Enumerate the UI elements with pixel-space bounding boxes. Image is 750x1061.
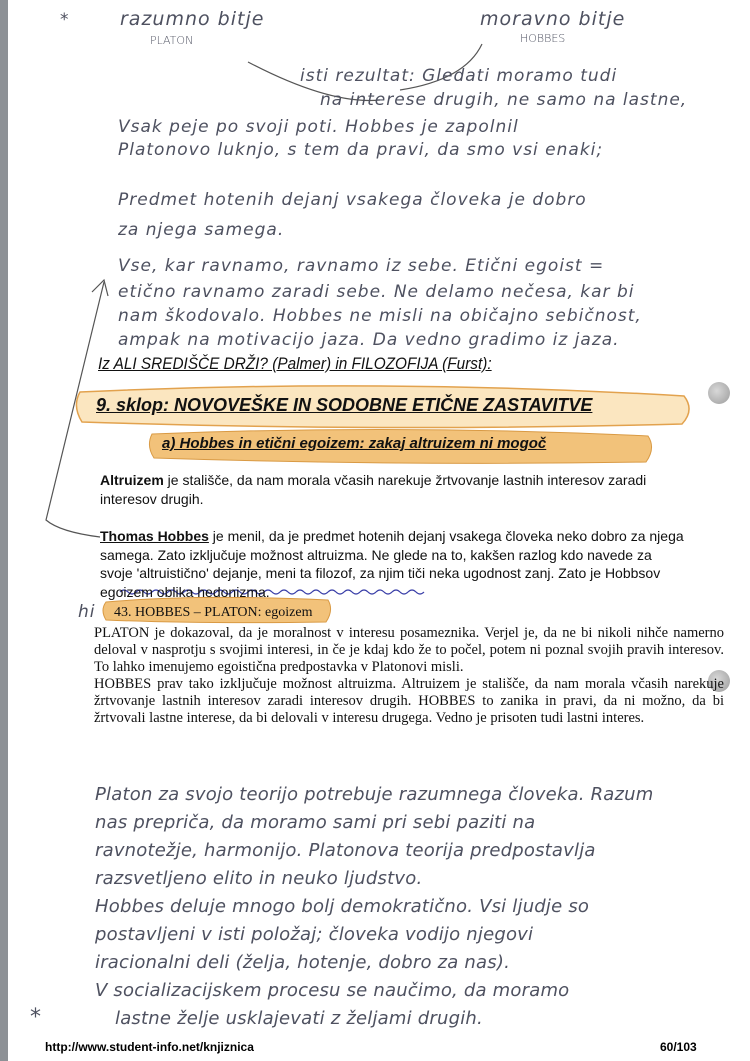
section-title: 9. sklop: NOVOVEŠKE IN SODOBNE ETIČNE ZASTAVITVE [96, 395, 593, 415]
note-line: nam škodovalo. Hobbes ne misli na običajno sebičnost, [118, 306, 642, 326]
left-note-title: razumno bitje [120, 8, 265, 30]
term: Thomas Hobbes [100, 528, 209, 544]
note-line: za njega samega. [118, 220, 285, 240]
star-mark: * [30, 1005, 42, 1030]
note-line: iracionalni deli (želja, hotenje, dobro za nas). [95, 952, 510, 973]
note-line: isti rezultat: Gledati moramo tudi [300, 66, 618, 86]
margin-note: hi [78, 602, 96, 622]
source-heading: Iz ALI SREDIŠČE DRŽI? (Palmer) in FILOZOFIJA (Furst): [98, 355, 492, 373]
note-line: na interese drugih, ne samo na lastne, [320, 90, 688, 110]
note-line: ravnotežje, harmonijo. Platonova teorija predpostavlja [95, 840, 596, 861]
term: Altruizem [100, 472, 164, 488]
note-line: Platonovo luknjo, s tem da pravi, da smo vsi enaki; [118, 140, 604, 160]
right-note-sub: HOBBES [520, 32, 566, 45]
subsection-title: a) Hobbes in etični egoizem: zakaj altruizem ni mogoč [162, 435, 547, 452]
page-number: 60/103 [660, 1040, 697, 1054]
note-line: Predmet hotenih dejanj vsakega človeka je dobro [118, 190, 587, 210]
note-line: ampak na motivacijo jaza. Da vedno gradimo iz jaza. [118, 330, 620, 350]
paragraph-text: je menil, da je predmet hotenih dejanj vsakega človeka neko dobro za njega samega. Zato izključuje možnost altruizma. Ne glede na to, kakšen razlog kdo navede za svoje 'altruistično' dejanje, meni ta filozof, za njim tiči neka ugodnost zanj. [100, 528, 684, 581]
star-mark: * [60, 10, 70, 30]
note-line: lastne želje usklajevati z željami drugih. [115, 1008, 483, 1029]
footer-url[interactable]: http://www.student-info.net/knjiznica [45, 1040, 254, 1054]
altruism-paragraph [100, 471, 680, 508]
underlined-sentence: Zato je Hobbsov egoizem oblika hedonizma. [100, 565, 661, 600]
note-line: nas prepriča, da moramo sami pri sebi paziti na [95, 812, 536, 833]
note-line: Platon za svojo teorijo potrebuje razumnega človeka. Razum [95, 784, 654, 805]
note-line: Hobbes deluje mnogo bolj demokratično. Vsi ljudje so [95, 896, 590, 917]
note-line: V socializacijskem procesu se naučimo, da moramo [95, 980, 570, 1001]
box43-title: 43. HOBBES – PLATON: egoizem [114, 605, 313, 620]
note-line: Vse, kar ravnamo, ravnamo iz sebe. Etični egoist = [118, 256, 605, 276]
note-line: postavljeni v isti položaj; človeka vodijo njegovi [95, 924, 534, 945]
right-note-title: moravno bitje [480, 8, 626, 30]
note-line: etično ravnamo zaradi sebe. Ne delamo nečesa, kar bi [118, 282, 635, 302]
left-note-sub: PLATON [150, 34, 194, 47]
paragraph-text: je stališče, da nam morala včasih narekuje žrtvovanje lastnih interesov zaradi interesov drugih. [100, 472, 647, 507]
platon-paragraph: PLATON je dokazoval, da je moralnost v interesu posameznika. Verjel je, da ne bi nikoli nihče namerno deloval v nasprotju s svojimi interesi, in če je kdaj kdo že to počel, potem ni poznal svojih pravih interesov. To lahko imenujemo egoistična predpostavka v Platonovi misli. [94, 625, 724, 675]
arrow-head-icon [92, 280, 108, 296]
hobbes-paragraph [100, 527, 685, 601]
note-line: razsvetljeno elito in neuko ljudstvo. [95, 868, 423, 889]
hobbes-box-paragraph: HOBBES prav tako izključuje možnost altruizma. Altruizem je stališče, da nam morala včasih narekuje žrtvovanje lastnih interesov zaradi interesov drugih. HOBBES to zanika in pravi, da ni možno, da bi žrtvovali lastne interese, da bi delovali v interesu drugega. Vedno je prisoten tudi lastni interes. [94, 676, 724, 726]
box43-text [94, 625, 724, 759]
note-line: Vsak peje po svoji poti. Hobbes je zapolnil [118, 117, 519, 137]
